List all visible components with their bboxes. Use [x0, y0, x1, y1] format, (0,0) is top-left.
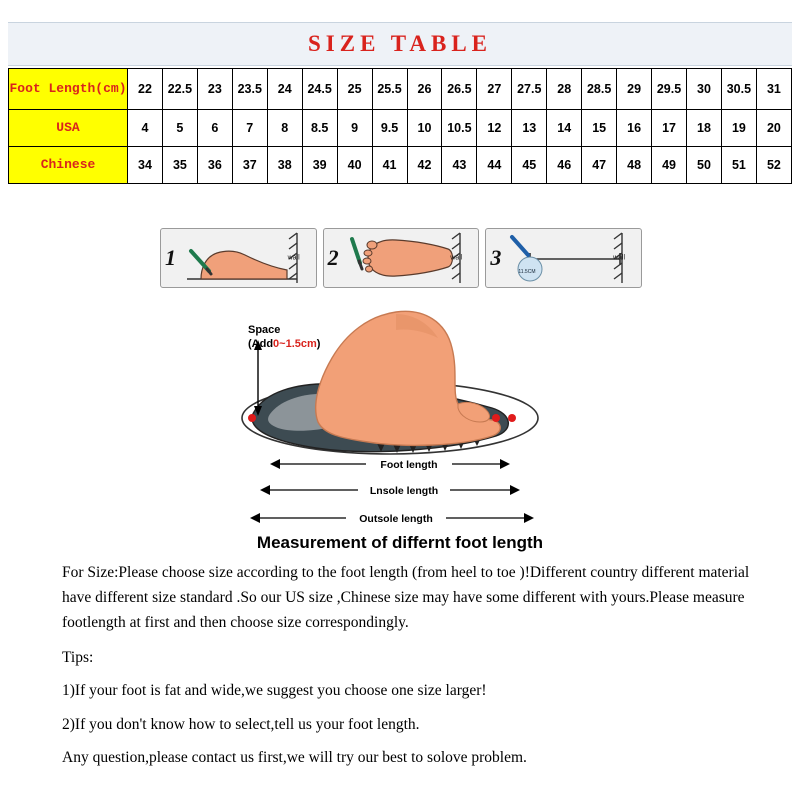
- cell-cn-14: 48: [617, 147, 652, 184]
- cell-usa-14: 16: [617, 110, 652, 147]
- page-title: SIZE TABLE: [307, 31, 493, 56]
- space-label-line1: Space: [248, 324, 281, 336]
- cell-usa-11: 13: [512, 110, 547, 147]
- cell-foot-1: 22.5: [162, 69, 197, 110]
- step-1: [160, 228, 317, 288]
- step-3-wall-label: wall: [612, 254, 626, 262]
- cell-usa-13: 15: [582, 110, 617, 147]
- size-table: [8, 68, 792, 184]
- cell-cn-4: 38: [267, 147, 302, 184]
- cell-cn-10: 44: [477, 147, 512, 184]
- copy-tips-label: Tips:: [62, 649, 94, 667]
- cell-foot-2: 23: [197, 69, 232, 110]
- cell-cn-6: 40: [337, 147, 372, 184]
- cell-cn-8: 42: [407, 147, 442, 184]
- table-row: [9, 147, 792, 184]
- cell-usa-9: 10.5: [442, 110, 477, 147]
- table-row: [9, 110, 792, 147]
- copy-tip-2: 2)If you don't know how to select,tell us your foot length.: [62, 715, 420, 733]
- cell-foot-7: 25.5: [372, 69, 407, 110]
- cell-foot-4: 24: [267, 69, 302, 110]
- space-label-value: 0~1.5cm: [273, 337, 317, 350]
- cell-usa-7: 9.5: [372, 110, 407, 147]
- copy-paragraph-1: For Size:Please choose size according to the foot length (from heel to toe )!Different country different material have different size standard .So our US size ,Chinese size may have some different with yours.Please measure footlength at first and then choose size correspondingly.: [62, 564, 750, 632]
- cell-usa-8: 10: [407, 110, 442, 147]
- svg-text:Foot length: Foot length: [380, 459, 438, 471]
- cell-usa-16: 18: [687, 110, 722, 147]
- cell-foot-8: 26: [407, 69, 442, 110]
- step-2-wall-label: wall: [450, 254, 463, 262]
- cell-foot-0: 22: [128, 69, 163, 110]
- table-row: [9, 69, 792, 110]
- cell-usa-3: 7: [232, 110, 267, 147]
- cell-foot-3: 23.5: [232, 69, 267, 110]
- cell-cn-0: 34: [128, 147, 163, 184]
- cell-foot-15: 29.5: [652, 69, 687, 110]
- copy-tip-1: 1)If your foot is fat and wide,we suggest you choose one size larger!: [62, 682, 487, 700]
- cell-cn-5: 39: [302, 147, 337, 184]
- space-label-suffix: ): [316, 337, 321, 350]
- cell-usa-1: 5: [162, 110, 197, 147]
- cell-foot-18: 31: [756, 69, 791, 110]
- cell-usa-4: 8: [267, 110, 302, 147]
- step-1-number: 1: [165, 245, 176, 270]
- row-label-usa: USA: [9, 110, 128, 147]
- measurement-heading: Measurement of differnt foot length: [256, 533, 544, 552]
- cell-usa-12: 14: [547, 110, 582, 147]
- cell-cn-9: 43: [442, 147, 477, 184]
- cell-foot-9: 26.5: [442, 69, 477, 110]
- page-title-bar: [8, 22, 792, 66]
- row-label-chinese: Chinese: [9, 147, 128, 184]
- cell-usa-10: 12: [477, 110, 512, 147]
- cell-cn-18: 52: [756, 147, 791, 184]
- cell-cn-7: 41: [372, 147, 407, 184]
- cell-usa-0: 4: [128, 110, 163, 147]
- cell-cn-15: 49: [652, 147, 687, 184]
- cell-cn-1: 35: [162, 147, 197, 184]
- cell-cn-2: 36: [197, 147, 232, 184]
- cell-foot-16: 30: [687, 69, 722, 110]
- row-label-foot-length: Foot Length(cm): [9, 69, 128, 110]
- step-3-number: 3: [490, 245, 502, 270]
- step-2-number: 2: [327, 245, 339, 270]
- cell-usa-15: 17: [652, 110, 687, 147]
- step-2: [323, 228, 480, 288]
- step-3: [485, 228, 642, 288]
- cell-foot-11: 27.5: [512, 69, 547, 110]
- measurement-steps: [160, 228, 642, 288]
- step-3-inner-label: 11.5CM: [518, 269, 536, 275]
- cell-foot-14: 29: [617, 69, 652, 110]
- size-guidance-copy: [62, 560, 752, 780]
- svg-text:Lnsole length: Lnsole length: [369, 485, 439, 497]
- cell-foot-6: 25: [337, 69, 372, 110]
- copy-closing: Any question,please contact us first,we will try our best to solove problem.: [62, 748, 527, 766]
- cell-cn-13: 47: [582, 147, 617, 184]
- space-label: [248, 324, 320, 352]
- svg-text:Outsole length: Outsole length: [359, 513, 433, 525]
- cell-usa-5: 8.5: [302, 110, 337, 147]
- cell-cn-11: 45: [512, 147, 547, 184]
- cell-usa-2: 6: [197, 110, 232, 147]
- cell-cn-12: 46: [547, 147, 582, 184]
- cell-usa-6: 9: [337, 110, 372, 147]
- cell-cn-17: 51: [721, 147, 756, 184]
- cell-foot-13: 28.5: [582, 69, 617, 110]
- cell-foot-12: 28: [547, 69, 582, 110]
- foot-measurement-diagram: [200, 296, 600, 536]
- cell-foot-10: 27: [477, 69, 512, 110]
- cell-cn-16: 50: [687, 147, 722, 184]
- space-label-prefix: (Add: [248, 337, 274, 350]
- space-label-line2: [248, 338, 320, 352]
- cell-foot-17: 30.5: [721, 69, 756, 110]
- cell-usa-18: 20: [756, 110, 791, 147]
- cell-cn-3: 37: [232, 147, 267, 184]
- step-1-wall-label: wall: [287, 254, 300, 262]
- cell-foot-5: 24.5: [302, 69, 337, 110]
- cell-usa-17: 19: [721, 110, 756, 147]
